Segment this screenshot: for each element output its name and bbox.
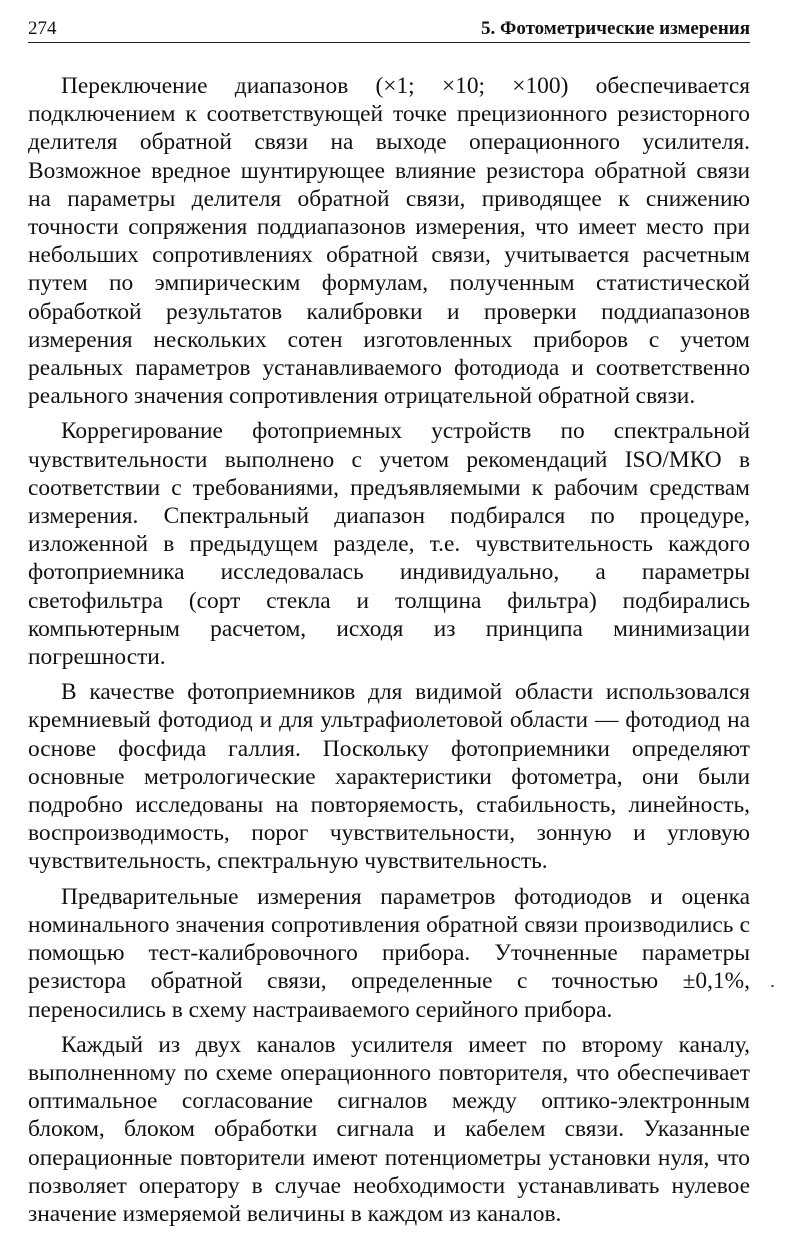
paragraph-photodetectors: В качестве фотоприемников для видимой области использовался кремниевый фотодиод и для ультрафиолетовой области — фотодиод на основе фосфида галлия. Поскольку фотоприемники определяют основные метрологические характеристики фотометра, они были подробно исследованы на повторяемость, стабильность, линейность, воспроизводимость, порог чувствительности, зонную и угловую чувствительность, спектральную чувствительность. [28, 679, 750, 875]
page-header [28, 14, 750, 43]
body-text [28, 72, 750, 1228]
paragraph-preliminary-measurements: Предварительные измерения параметров фотодиодов и оценка номинального значения сопротивления обратной связи производились с помощью тест-калибровочного прибора. Уточненные параметры резистора обратной связи, определенные с точностью ±0,1%, переносились в схему настраиваемого серийного прибора. [28, 883, 750, 1023]
paragraph-amplifier-channels: Каждый из двух каналов усилителя имеет по второму каналу, выполненному по схеме операционного повторителя, что обеспечивает оптимальное согласование сигналов между оптико-электронным блоком, блоком обработки сигнала и кабелем связи. Указанные операционные повторители имеют потенциометры установки нуля, что позволяет оператору в случае необходимости устанавливать нулевое значение измеряемой величины в каждом из каналов. [28, 1031, 750, 1227]
running-head: 5. Фотометрические измерения [481, 18, 750, 39]
paragraph-range-switching: Переключение диапазонов (×1; ×10; ×100) обеспечивается подключением к соответствующей точке прецизионного резисторного делителя обратной связи на выходе операционного усилителя. Возможное вредное шунтирующее влияние резистора обратной связи на параметры делителя обратной связи, приводящее к снижению точности сопряжения поддиапазонов измерения, что имеет место при небольших сопротивлениях обратной связи, учитывается расчетным путем по эмпирическим формулам, полученным статистической обработкой результатов калибровки и проверки поддиапазонов измерения нескольких сотен изготовленных приборов с учетом реальных параметров устанавливаемого фотодиода и соответственно реального значения сопротивления отрицательной обратной связи. [28, 73, 750, 410]
paragraph-spectral-correction: Коррегирование фотоприемных устройств по спектральной чувствительности выполнено с учетом рекомендаций ISO/МКО в соответствии с требованиями, предъявляемыми к рабочим средствам измерения. Спектральный диапазон подбирался по процедуре, изложенной в предыдущем разделе, т.е. чувствительность каждого фотоприемника исследовалась индивидуально, а параметры светофильтра (сорт стекла и толщина фильтра) подбирались компьютерным расчетом, исходя из принципа минимизации погрешности. [28, 418, 750, 671]
page-number: 274 [28, 18, 57, 39]
book-page [28, 14, 750, 1235]
scan-speck [771, 985, 774, 987]
